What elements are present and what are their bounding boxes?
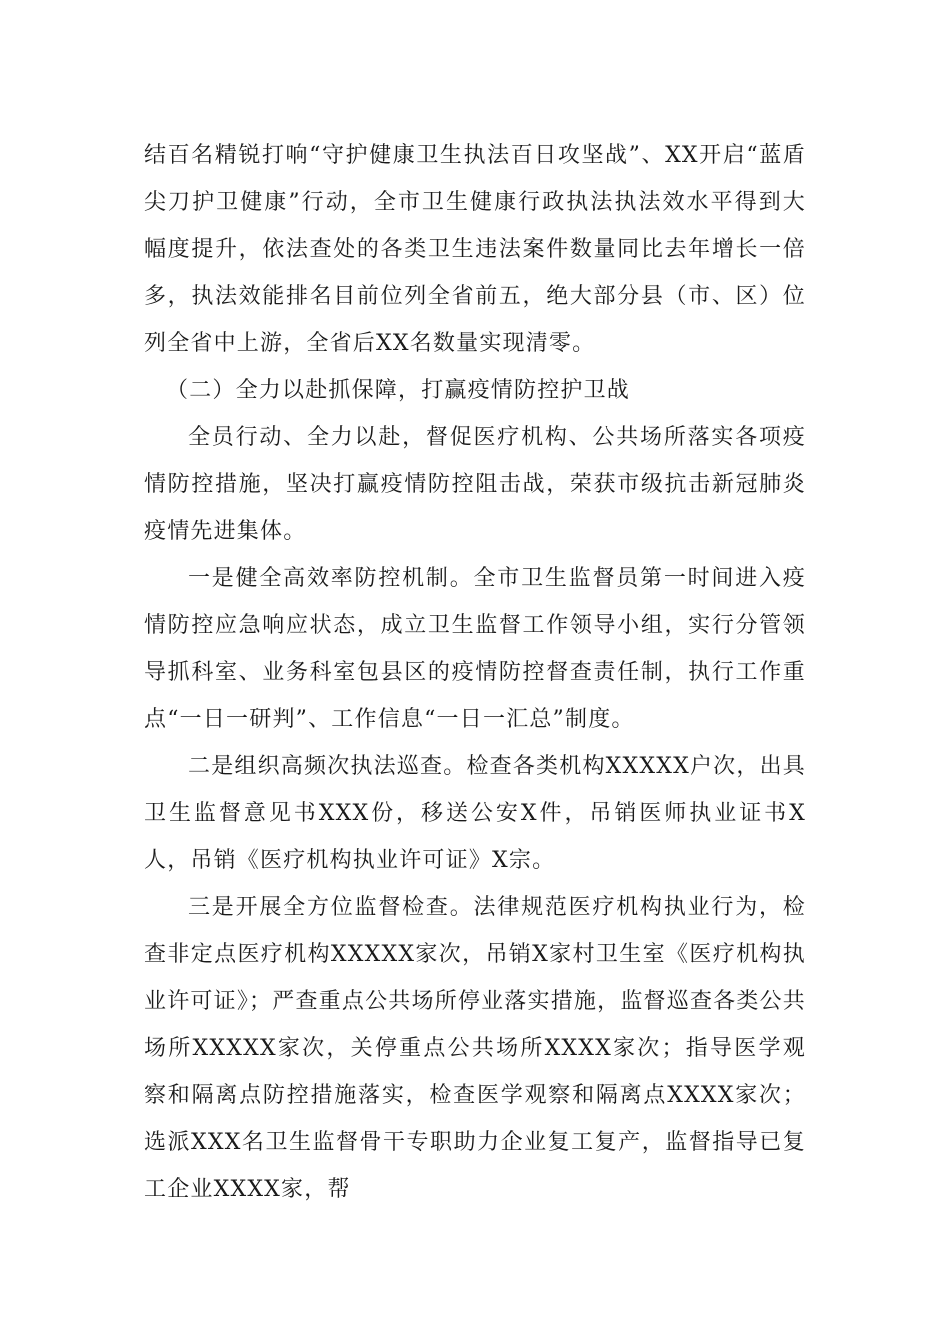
document-body (144, 132, 806, 1213)
paragraph-point-three: 三是开展全方位监督检查。法律规范医疗机构执业行为，检查非定点医疗机构XXXXX家次，吊销X家村卫生室《医疗机构执业许可证》；严查重点公共场所停业落实措施，监督巡查各类公共场所XXXXX家次，关停重点公共场所XXXX家次；指导医学观察和隔离点防控措施落实，检查医学观察和隔离点XXXX家次；选派XXX名卫生监督骨干专职助力企业复工复产，监督指导已复工企业XXXX家，帮 (144, 895, 806, 1202)
paragraph-point-two: 二是组织高频次执法巡查。检查各类机构XXXXX户次，出具卫生监督意见书XXX份，移送公安X件，吊销医师执业证书X人，吊销《医疗机构执业许可证》X宗。 (144, 754, 806, 873)
paragraph-point-one: 一是健全高效率防控机制。全市卫生监督员第一时间进入疫情防控应急响应状态，成立卫生监督工作领导小组，实行分管领导抓科室、业务科室包县区的疫情防控督查责任制，执行工作重点“一日一研判”、工作信息“一日一汇总”制度。 (144, 566, 806, 732)
section-heading: （二）全力以赴抓保障，打赢疫情防控护卫战 (166, 378, 631, 403)
paragraph-intro: 全员行动、全力以赴，督促医疗机构、公共场所落实各项疫情防控措施，坚决打赢疫情防控阻击战，荣获市级抗击新冠肺炎疫情先进集体。 (144, 425, 806, 544)
paragraph-continuation: 结百名精锐打响“守护健康卫生执法百日攻坚战”、XX开启“蓝盾尖刀护卫健康”行动，全市卫生健康行政执法执法效水平得到大幅度提升，依法查处的各类卫生违法案件数量同比去年增长一倍多，执法效能排名目前位列全省前五，绝大部分县（市、区）位列全省中上游，全省后XX名数量实现清零。 (144, 143, 806, 356)
